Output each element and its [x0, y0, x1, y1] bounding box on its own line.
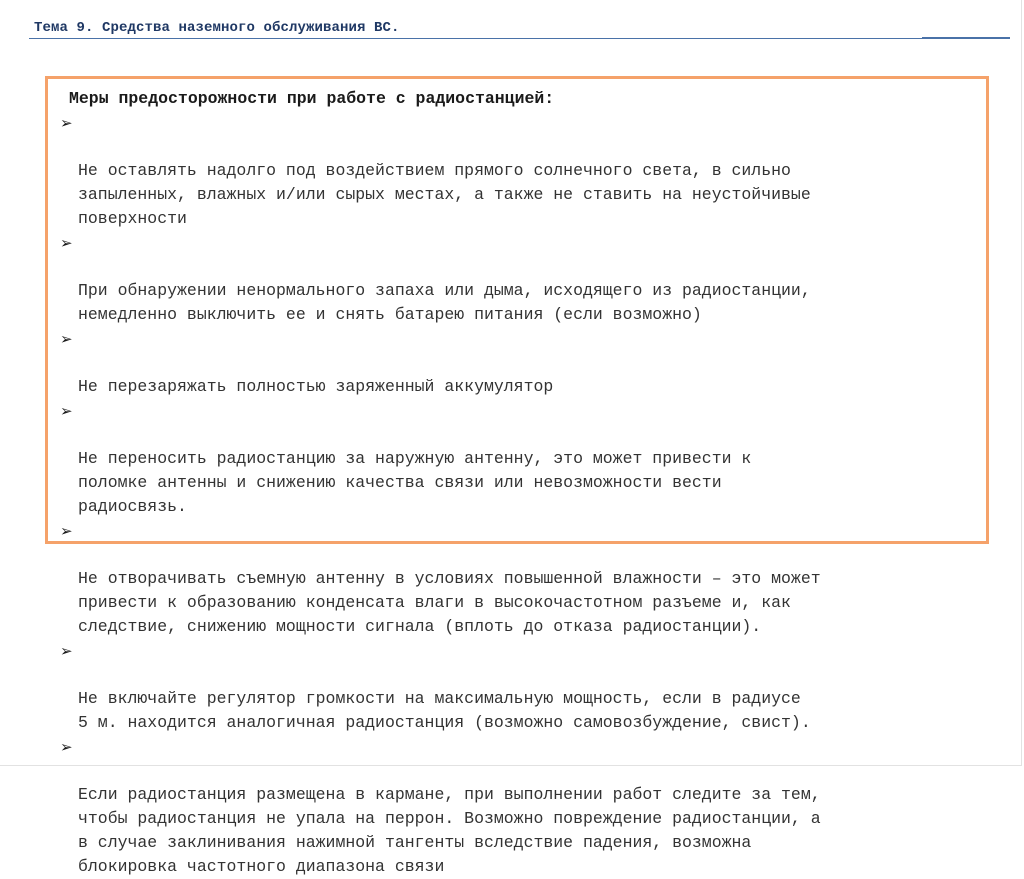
slide-title: Тема 9. Средства наземного обслуживания ВС.: [34, 20, 400, 36]
list-item: [58, 231, 976, 327]
precautions-list: [58, 111, 976, 879]
list-item: [58, 639, 976, 735]
arrow-bullet-icon: ➢: [60, 330, 73, 348]
list-item: [58, 735, 976, 879]
list-item-text: Не отворачивать съемную антенну в условиях повышенной влажности – это может привести к образованию конденсата влаги в высокочастотном разъеме и, как следствие, снижению мощности сигнала (вплоть до отказа радиостанции).: [78, 569, 821, 636]
arrow-bullet-icon: ➢: [60, 738, 73, 756]
list-item-text: Не включайте регулятор громкости на максимальную мощность, если в радиусе 5 м. находится аналогичная радиостанция (возможно самовозбуждение, свист).: [78, 689, 811, 732]
arrow-bullet-icon: ➢: [60, 114, 73, 132]
precautions-box: [45, 76, 989, 876]
arrow-bullet-icon: ➢: [60, 234, 73, 252]
list-item: [58, 327, 976, 399]
arrow-bullet-icon: ➢: [60, 522, 73, 540]
list-item-text: Не перезаряжать полностью заряженный аккумулятор: [78, 377, 554, 396]
title-underline-accent: [922, 37, 1010, 39]
title-underline: [29, 38, 1010, 39]
list-item: [58, 111, 976, 231]
list-item-text: Если радиостанция размещена в кармане, при выполнении работ следите за тем, чтобы радиостанция не упала на перрон. Возможно повреждение радиостанции, а в случае заклинивания нажимной тангенты вследствие падения, возможна блокировка частотного диапазона связи: [78, 785, 821, 876]
list-item: [58, 519, 976, 639]
list-item-text: Не переносить радиостанцию за наружную антенну, это может привести к поломке антенны и снижению качества связи или невозможности вести радиосвязь.: [78, 449, 752, 516]
arrow-bullet-icon: ➢: [60, 402, 73, 420]
list-item-text: Не оставлять надолго под воздействием прямого солнечного света, в сильно запыленных, влажных и/или сырых местах, а также не ставить на неустойчивые поверхности: [78, 161, 811, 228]
list-item-text: При обнаружении ненормального запаха или дыма, исходящего из радиостанции, немедленно выключить ее и снять батарею питания (если возможно): [78, 281, 811, 324]
arrow-bullet-icon: ➢: [60, 642, 73, 660]
list-item: [58, 399, 976, 519]
precautions-heading: Меры предосторожности при работе с радиостанцией:: [69, 89, 555, 108]
